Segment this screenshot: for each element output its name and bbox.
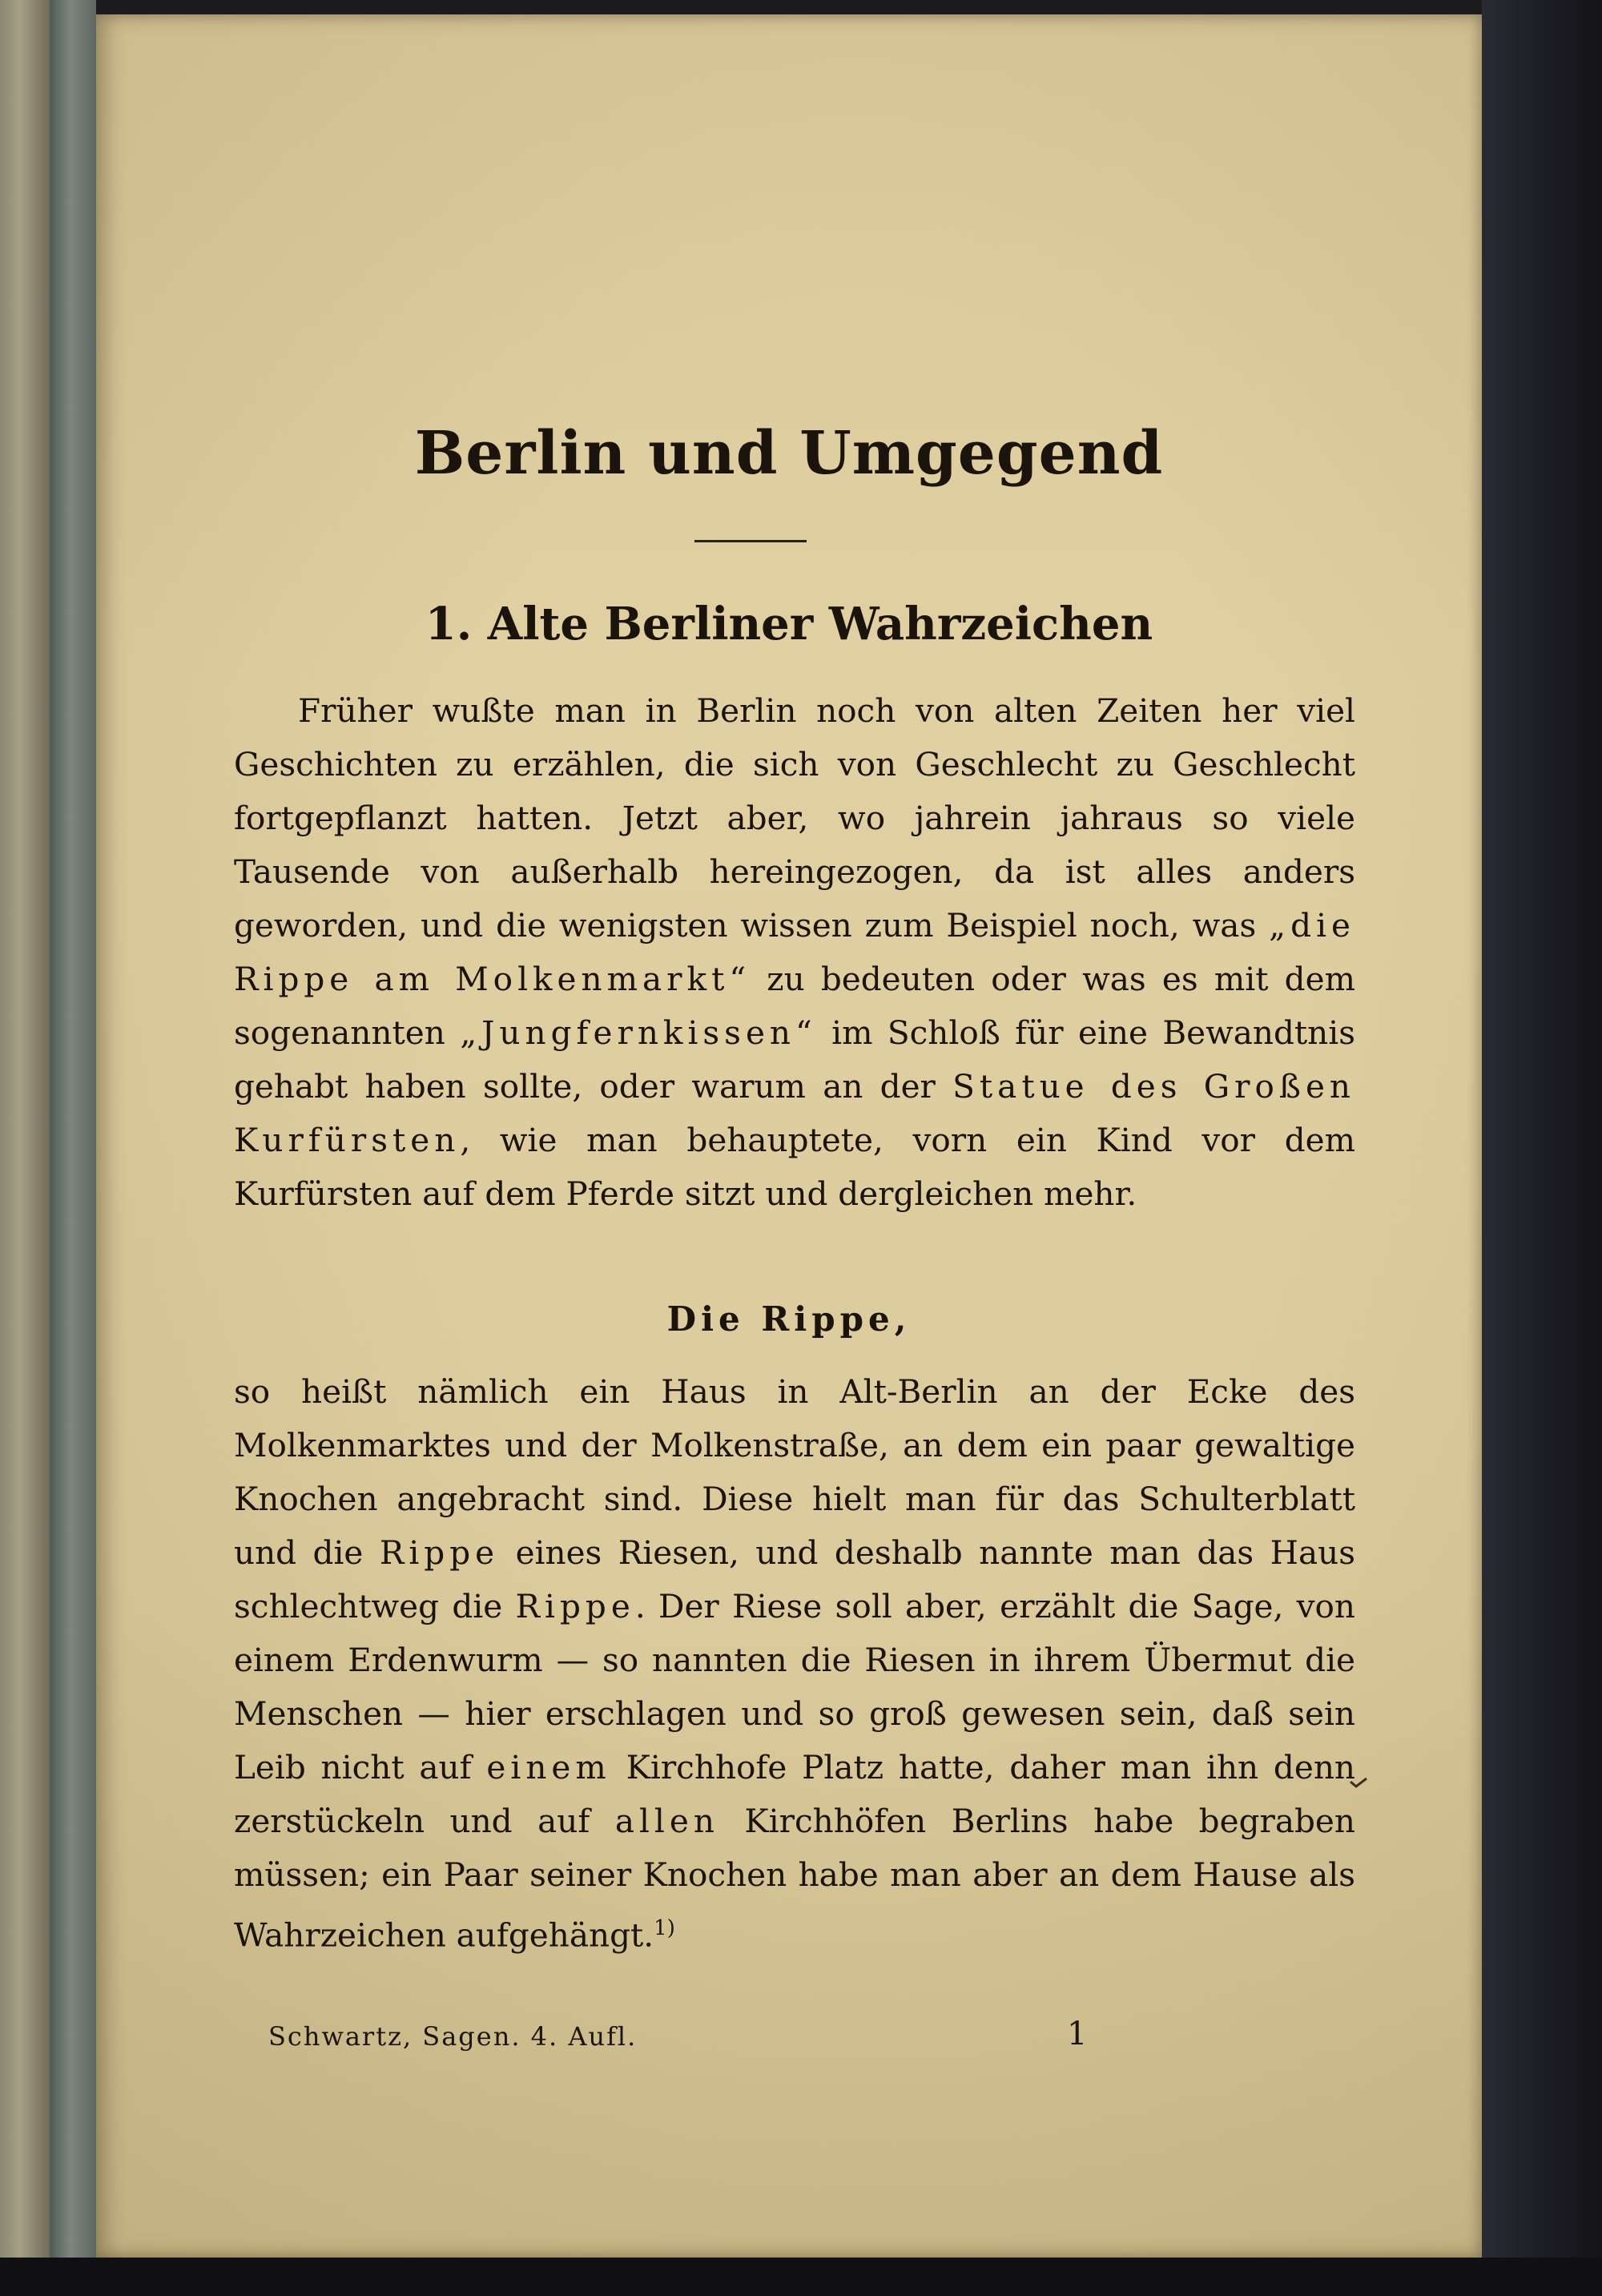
paragraph-1-text: zu bedeuten oder was es mit dem sogenannten <box>234 960 1355 1052</box>
paragraph-2-text: Kirchhöfen Berlins habe begraben müssen; ein Paar seiner Knochen habe man aber an dem Hause als Wahrzeichen aufgehängt. <box>234 1802 1355 1955</box>
paragraph-2-text: so heißt nämlich ein Haus in Alt-Berlin an der Ecke des Molkenmarktes und der Molkenstraße, an dem ein paar gewaltige Knochen angebracht sind. Diese hielt man für das Schulterblatt und die <box>234 1372 1355 1572</box>
section-title: Berlin und Umgegend <box>414 419 1164 488</box>
footnote-reference: 1) <box>654 1916 675 1940</box>
paragraph-1-text: im Schloß für eine Bewandtnis gehabt haben sollte, oder warum an der <box>234 1013 1355 1106</box>
paragraph-2-text: Kirchhofe Platz hatte, daher man ihn denn zerstückeln und auf <box>234 1748 1355 1840</box>
paragraph-1-text: Früher wußte man in Berlin noch von alten Zeiten her viel Geschichten zu erzählen, die sich von Geschlecht zu Geschlecht fortgepflanzt hatten. Jetzt aber, wo jahrein jahraus so viele Tausende von außerhalb hereingezogen, da ist alles anders geworden, und die wenigsten wissen zum Beispiel noch, was <box>234 691 1355 945</box>
paragraph-2-text: . Der Riese soll aber, erzählt die Sage, von einem Erdenwurm — so nannten die Riesen in ihrem Übermut die Menschen — hier erschlagen und so groß gewesen sein, daß sein Leib nicht auf <box>234 1587 1355 1786</box>
page-number: 1 <box>1067 2016 1088 2052</box>
emphasis-einem: einem <box>486 1748 611 1786</box>
title-divider <box>694 540 807 542</box>
book-bottom-edge <box>0 2258 1602 2296</box>
emphasis-jungfernkissen: „Jungfernkissen“ <box>460 1013 817 1052</box>
book-page <box>96 14 1482 2258</box>
chapter-heading: 1. Alte Berliner Wahrzeichen <box>425 598 1153 651</box>
book-left-edge <box>0 0 50 2296</box>
paragraph-2 <box>234 1365 1355 1963</box>
paragraph-2-text: eines Riesen, und deshalb nannte man das Haus schlechtweg die <box>234 1533 1355 1625</box>
emphasis-rippe: Rippe <box>515 1587 635 1625</box>
emphasis-rippe: Rippe <box>379 1533 500 1572</box>
paragraph-1 <box>234 684 1355 1221</box>
subheading-die-rippe: Die Rippe, <box>666 1299 912 1339</box>
emphasis-statue-kurfuersten: Statue des Großen Kurfürsten <box>234 1067 1355 1159</box>
footer-signature: Schwartz, Sagen. 4. Aufl. <box>268 2021 638 2052</box>
emphasis-rippe-molkenmarkt: „die Rippe am Molkenmarkt“ <box>234 906 1355 998</box>
pencil-checkmark-icon <box>1350 1777 1367 1788</box>
book-cover-right <box>1482 0 1602 2296</box>
paragraph-1-text: , wie man behauptete, vorn ein Kind vor dem Kurfürsten auf dem Pferde sitzt und dergleichen mehr. <box>234 1121 1355 1213</box>
book-spine <box>50 0 96 2296</box>
emphasis-allen: allen <box>614 1802 719 1840</box>
